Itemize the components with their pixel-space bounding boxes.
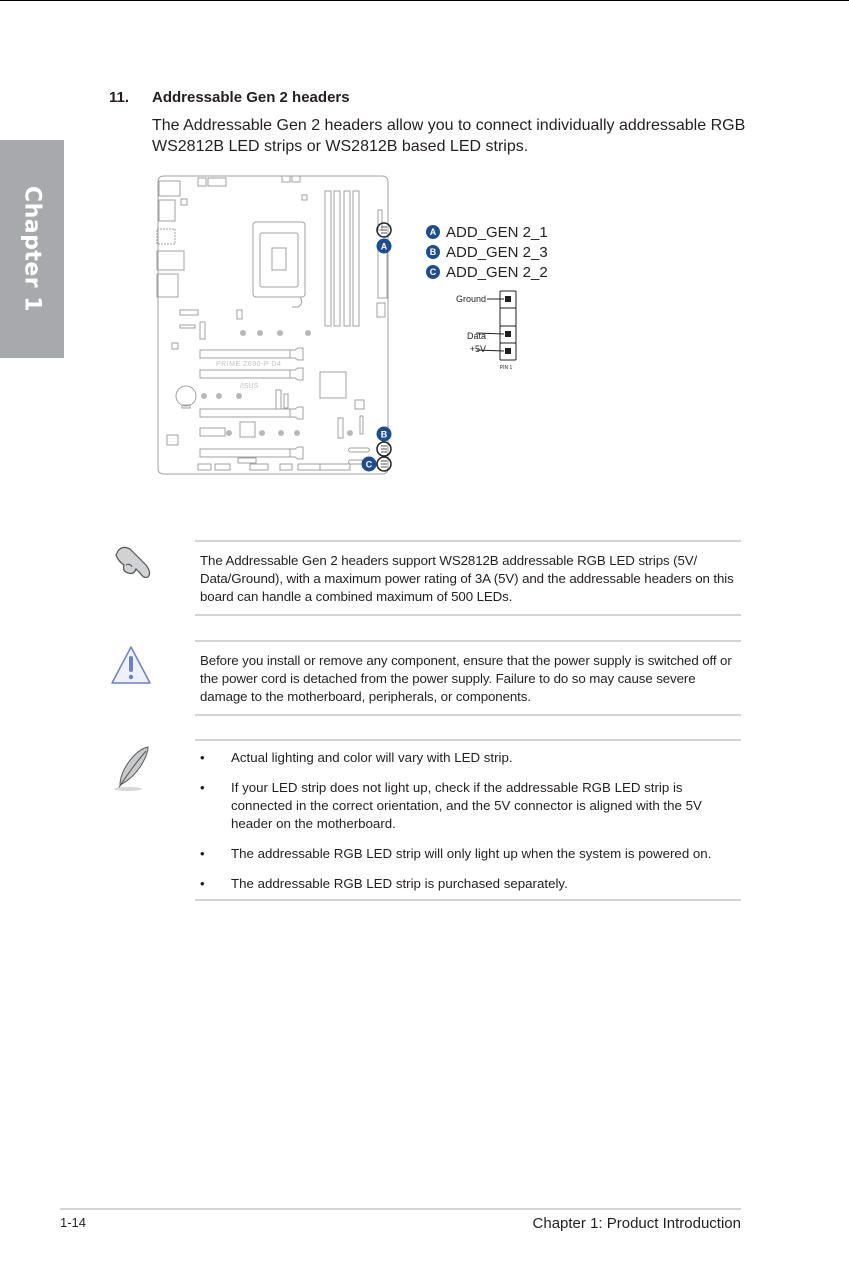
- svg-text:C: C: [365, 459, 373, 470]
- dimm-slot: [325, 191, 331, 326]
- footer-chapter-title: Chapter 1: Product Introduction: [532, 1215, 741, 1232]
- pin-ground-label: Ground: [455, 294, 486, 304]
- tips-list: [195, 741, 741, 899]
- io-port: [159, 200, 175, 221]
- warning-icon: [108, 643, 154, 687]
- footer-rule: [60, 1208, 741, 1210]
- board-model-text: PRIME Z690-P D4: [216, 361, 282, 368]
- dimm-slot: [344, 191, 350, 326]
- io-port: [157, 229, 175, 244]
- cpu-power-connector: [208, 178, 226, 186]
- badge-c: C: [426, 265, 440, 279]
- svg-text:B: B: [380, 429, 388, 440]
- motherboard-diagram: [150, 170, 400, 480]
- section-title: Addressable Gen 2 headers: [152, 89, 350, 106]
- pcie-slot: [200, 449, 290, 457]
- chapter-tab: [0, 140, 64, 358]
- warning-note-text: Before you install or remove any component, ensure that the power supply is switched off or the power cord is detached from the power supply. Failure to do so may cause severe damage to the motherboard, peripherals, or components.: [200, 653, 732, 704]
- io-port: [157, 274, 178, 297]
- header-marker-a: [377, 223, 392, 254]
- pinout-diagram: [440, 288, 530, 373]
- info-note: [195, 540, 741, 616]
- dimm-slot: [353, 191, 359, 326]
- pcie-slot: [200, 350, 290, 358]
- section-number: 11.: [109, 89, 130, 106]
- list-item: • Actual lighting and color will vary with LED strip.: [200, 750, 513, 765]
- brand-logo-text: /ISUS: [240, 383, 259, 390]
- info-note-text: The Addressable Gen 2 headers support WS2812B addressable RGB LED strips (5V/ Data/Ground), with a maximum power rating of 3A (5V) and the addressable headers on this board can handle a combined maximum of 500 LEDs.: [200, 553, 734, 604]
- badge-a: A: [426, 225, 440, 239]
- svg-text:A: A: [380, 241, 388, 252]
- pin-5v-label: +5V: [469, 344, 486, 354]
- legend-item: [426, 222, 548, 242]
- warning-note: [195, 640, 741, 716]
- list-item: • The addressable RGB LED strip is purchased separately.: [200, 876, 568, 891]
- feather-quill-icon: [108, 743, 158, 793]
- tips-note: [195, 739, 741, 901]
- top-rule: [0, 0, 849, 1]
- header-legend: [426, 222, 548, 282]
- page-number: 1-14: [60, 1215, 87, 1230]
- badge-b: B: [426, 245, 440, 259]
- atx-power-connector: [378, 250, 387, 298]
- list-item: • If your LED strip does not light up, check if the addressable RGB LED strip is connected in the correct orientation, and the 5V connector is aligned with the 5V header on the motherboard.: [200, 780, 702, 831]
- dimm-slot: [334, 191, 340, 326]
- legend-item: [426, 262, 548, 282]
- pin-data-label: Data: [466, 331, 486, 341]
- header-label: ADD_GEN 2_1: [446, 223, 548, 241]
- header-label: ADD_GEN 2_3: [446, 243, 548, 261]
- header-marker-c: [362, 457, 392, 472]
- section-description: The Addressable Gen 2 headers allow you to connect individually addressable RGB WS2812B LED strips or WS2812B based LED strips.: [152, 117, 746, 155]
- io-port: [157, 251, 184, 270]
- chapter-tab-label: Chapter 1: [19, 185, 45, 313]
- pointing-hand-icon: [108, 543, 158, 583]
- header-marker-b: [377, 427, 392, 457]
- cmos-battery: [176, 386, 196, 406]
- cpu-power-connector: [198, 178, 206, 186]
- pcie-slot: [200, 370, 290, 378]
- legend-item: [426, 242, 548, 262]
- pin1-label: PIN 1: [499, 365, 513, 371]
- pcie-slot: [200, 409, 290, 417]
- list-item: • The addressable RGB LED strip will only light up when the system is powered on.: [200, 846, 712, 861]
- io-port: [159, 181, 180, 196]
- header-label: ADD_GEN 2_2: [446, 263, 548, 281]
- chipset: [320, 372, 346, 398]
